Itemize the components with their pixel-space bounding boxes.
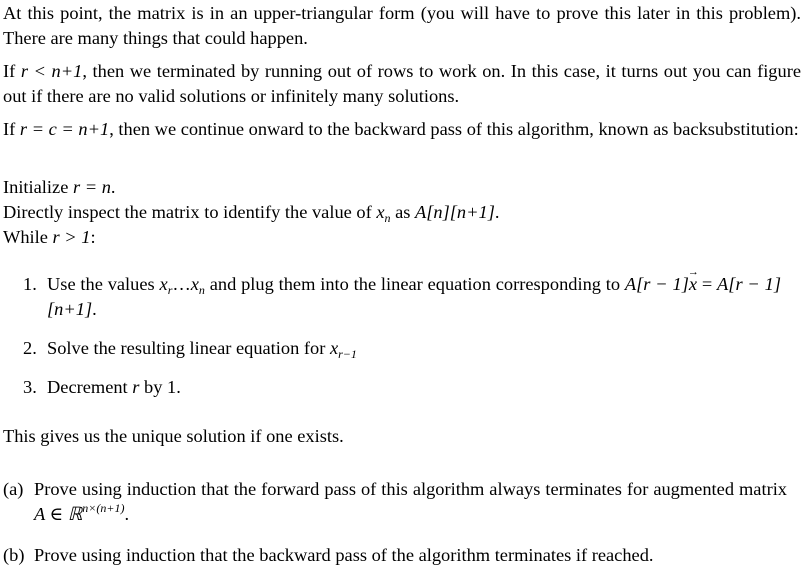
- step-1-period: .: [92, 299, 97, 319]
- conclusion-paragraph: [3, 424, 801, 449]
- case-continue-text: , then we continue onward to the backward pass of this algorithm, known as backsubstitution:: [109, 119, 799, 139]
- backsubstitution-steps: [3, 272, 801, 400]
- math-a-in-reals: A ∈ ℝ: [34, 504, 83, 524]
- intro-text: At this point, the matrix is in an upper-triangular form (you will have to prove this later in this problem). There are many things that could happen.: [3, 3, 801, 48]
- algo-inspect-as: as: [390, 202, 416, 222]
- math-a-n-n-plus-1: A[n][n+1]: [415, 202, 495, 222]
- math-subscript-r: r: [167, 283, 173, 297]
- case-continue-prefix: If: [3, 119, 20, 139]
- math-vector-x: → x: [689, 272, 697, 297]
- part-a-prefix: Prove using induction that the forward pass of this algorithm always terminates for augmented matrix: [34, 479, 787, 499]
- step-2-text: Solve the resulting linear equation for: [47, 338, 330, 358]
- case-terminated-prefix: If: [3, 61, 21, 81]
- part-b-text: Prove using induction that the backward pass of the algorithm terminates if reached.: [34, 545, 654, 565]
- step-item-2: [3, 336, 801, 361]
- math-a-r-minus-1-n-plus-1: A[r − 1][n+1]: [47, 274, 781, 319]
- math-equals: =: [697, 274, 718, 294]
- step-number: 2.: [23, 338, 37, 358]
- math-subscript-n: n: [198, 283, 205, 297]
- math-r-less-than-n-plus-1: r < n+1: [20, 61, 83, 81]
- math-ellipsis: …: [172, 274, 191, 294]
- math-r: r: [132, 377, 140, 397]
- step-number: 1.: [23, 274, 37, 294]
- part-a: [3, 477, 801, 527]
- algo-initialize-period: .: [110, 177, 116, 197]
- part-a-text: [34, 477, 787, 527]
- algo-inspect-label: Directly inspect the matrix to identify the value of: [3, 202, 377, 222]
- math-x: x: [329, 338, 339, 358]
- step-item-3: [3, 375, 801, 400]
- math-r-equals-c-equals-n-plus-1: r = c = n+1: [19, 119, 110, 139]
- intro-paragraph: [3, 1, 801, 51]
- step-3-prefix: Decrement: [47, 377, 133, 397]
- conclusion-text: This gives us the unique solution if one exists.: [3, 426, 344, 446]
- case-terminated-paragraph: [3, 59, 801, 109]
- case-terminated-text: , then we terminated by running out of rows to work on. In this case, it turns out you can figure out if there are no valid solutions or infinitely many solutions.: [3, 61, 801, 106]
- algo-inspect-period: .: [494, 202, 500, 222]
- step-3-suffix: by 1.: [139, 377, 181, 397]
- algo-while-label: While: [3, 227, 53, 247]
- step-item-1: [3, 272, 801, 322]
- algo-initialize-line: [3, 175, 801, 200]
- math-x-subscript: n: [384, 211, 391, 225]
- algorithm-block: [3, 175, 801, 250]
- part-label: (b): [3, 545, 25, 565]
- part-label: (a): [3, 479, 24, 499]
- math-superscript-dims: n×(n+1): [82, 501, 125, 515]
- math-r-equals-n: r = n: [72, 177, 111, 197]
- step-text: [47, 272, 781, 322]
- math-a-r-minus-1: A[r − 1]: [624, 274, 689, 294]
- step-1-middle: and plug them into the linear equation corresponding to: [204, 274, 625, 294]
- math-subscript-r-minus-1: r−1: [338, 347, 357, 361]
- math-x-r: x: [159, 274, 168, 294]
- math-r-greater-than-1: r > 1: [52, 227, 91, 247]
- part-b: [3, 543, 801, 568]
- algo-while-line: [3, 225, 801, 250]
- math-x-n: x: [190, 274, 199, 294]
- case-continue-paragraph: [3, 117, 801, 142]
- math-x-var: x: [376, 202, 385, 222]
- problem-parts: [3, 477, 801, 568]
- step-1-prefix: Use the values: [47, 274, 160, 294]
- step-number: 3.: [23, 377, 37, 397]
- algo-while-colon: :: [90, 227, 96, 247]
- algo-initialize-label: Initialize: [3, 177, 73, 197]
- part-a-period: .: [124, 504, 130, 524]
- algo-inspect-line: [3, 200, 801, 225]
